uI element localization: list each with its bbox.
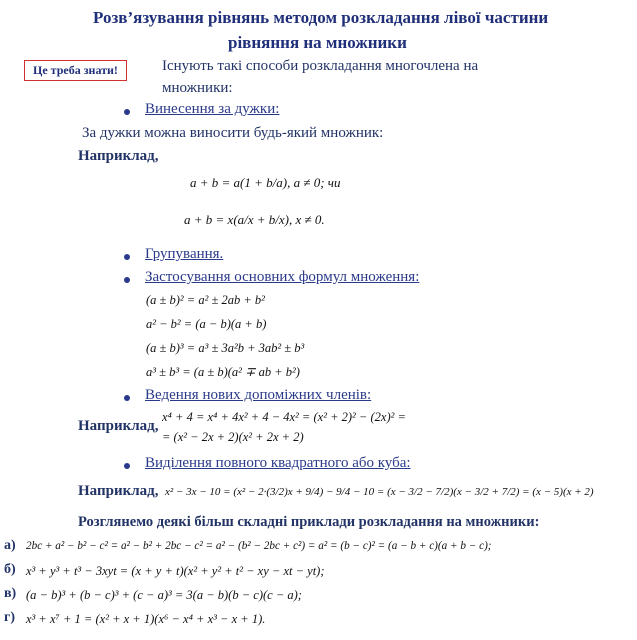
bullet-dot (124, 109, 130, 115)
item-label-c: в) (4, 586, 17, 601)
formula-b: x³ + y³ + t³ − 3xyt = (x + y + t)(x² + y² + t² − xy − xt − yt); (26, 564, 325, 578)
note-box (24, 60, 127, 81)
formula-ex3-line1: x⁴ + 4 = x⁴ + 4x² + 4 − 4x² = (x² + 2)² − (2x)² = (162, 410, 406, 424)
title-line-2: рівняння на множники (228, 33, 407, 52)
formula-f4: a³ ± b³ = (a ± b)(a² ∓ ab + b²) (146, 365, 300, 379)
formula-f2: a² − b² = (a − b)(a + b) (146, 317, 267, 331)
example-label: Наприклад, (78, 148, 159, 164)
formula-d: x³ + x⁷ + 1 = (x² + x + 1)(x⁶ − x⁴ + x³ − x + 1). (26, 612, 266, 626)
formula-a: 2bc + a² − b² − c² = a² − b² + 2bc − c² = a² − (b² − 2bc + c²) = a² = (b − c)² = (a − b + c)(a + b − c); (26, 540, 492, 552)
method-factor-out: Винесення за дужки: (145, 101, 280, 117)
formula-ex2: a + b = x(a/x + b/x), x ≠ 0. (184, 212, 325, 227)
bullet-dot (124, 254, 130, 260)
formula-ex3-line2: = (x² − 2x + 2)(x² + 2x + 2) (162, 430, 304, 444)
item-label-b: б) (4, 562, 16, 577)
bullet-dot (124, 277, 130, 283)
method-new-terms: Ведення нових допоміжних членів: (145, 387, 372, 403)
bullet-dot (124, 463, 130, 469)
title-line-1: Розв’язування рівнянь методом розкладання лівої частини (93, 8, 549, 27)
formula-ex4: x² − 3x − 10 = (x² − 2·(3/2)x + 9/4) − 9/4 − 10 = (x − 3/2 − 7/2)(x − 3/2 + 7/2) = (x − 5)(x + 2) (165, 486, 594, 498)
method-formulas: Застосування основних формул множення: (145, 269, 420, 285)
formula-ex1: a + b = a(1 + b/a), a ≠ 0; чи (190, 175, 341, 190)
example-label-2: Наприклад, (78, 418, 159, 434)
bullet-dot (124, 395, 130, 401)
factor-out-desc: За дужки можна виносити будь-який множник: (82, 125, 384, 141)
intro-line-2: множники: (162, 80, 233, 96)
method-square: Виділення повного квадратного або куба: (145, 455, 411, 471)
intro-line-1: Існують такі способи розкладання многочлена на (162, 58, 479, 74)
item-label-d: г) (4, 610, 16, 625)
complex-heading: Розглянемо деякі більш складні приклади розкладання на множники: (78, 514, 540, 530)
formula-f1: (a ± b)² = a² ± 2ab + b² (146, 293, 265, 307)
method-grouping: Групування. (145, 246, 224, 262)
item-label-a: а) (4, 538, 16, 553)
formula-f3: (a ± b)³ = a³ ± 3a²b + 3ab² ± b³ (146, 341, 305, 355)
example-label-3: Наприклад, (78, 483, 159, 499)
note-label: Це треба знати! (33, 63, 118, 77)
formula-c: (a − b)³ + (b − c)³ + (c − a)³ = 3(a − b)(b − c)(c − a); (26, 588, 302, 602)
